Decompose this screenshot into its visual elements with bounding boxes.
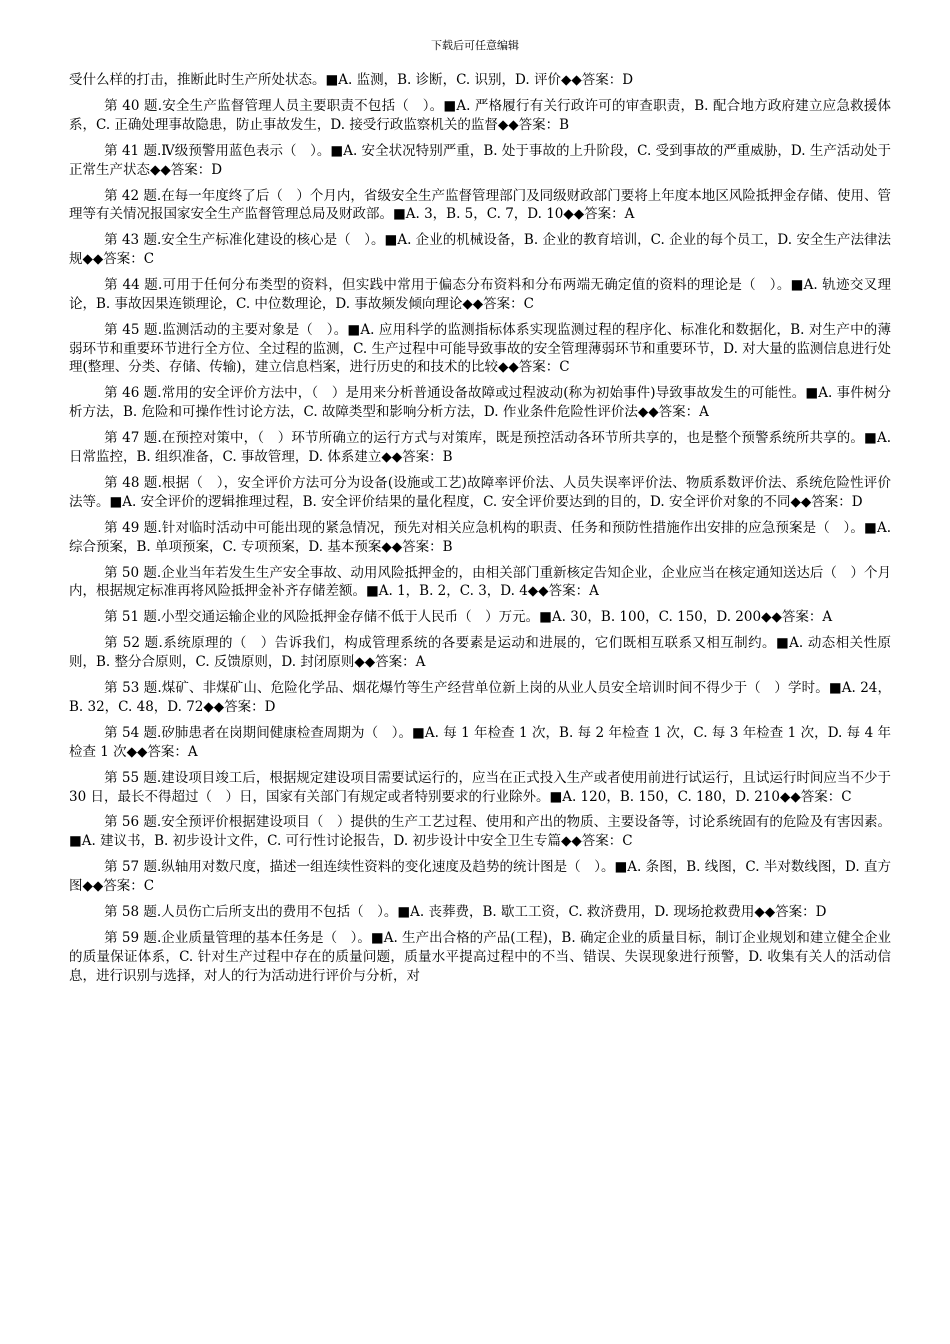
question-42: 第 42 题.在每一年度终了后（ ）个月内，省级安全生产监督管理部门及同级财政部门要将上年度本地区风险抵押金存储、使用、管理等有关情况报国家安全生产监督管理总局及财政部。■A. 3，B. 5，C. 7，D. 10◆◆答案：A <box>69 187 891 223</box>
question-46: 第 46 题.常用的安全评价方法中，（ ）是用来分析普通设备故障或过程波动(称为初始事件)导致事故发生的可能性。■A. 事件树分析方法，B. 危险和可操作性讨论方法，C. 故障类型和影响分析方法，D. 作业条件危险性评价法◆◆答案：A <box>69 385 891 421</box>
question-53: 第 53 题.煤矿、非煤矿山、危险化学品、烟花爆竹等生产经营单位新上岗的从业人员安全培训时间不得少于（ ）学时。■A. 24，B. 32，C. 48，D. 72◆◆答案：D <box>69 680 891 715</box>
question-50: 第 50 题.企业当年若发生生产安全事故、动用风险抵押金的，由相关部门重新核定告知企业，企业应当在核定通知送达后（ ）个月内，根据规定标准再将风险抵押金补齐存储差额。■A. 1，B. 2，C. 3，D. 4◆◆答案：A <box>69 564 891 600</box>
question-57: 第 57 题.纵轴用对数尺度，描述一组连续性资料的变化速度及趋势的统计图是（ ）。■A. 条图，B. 线图，C. 半对数线图，D. 直方图◆◆答案：C <box>69 859 891 895</box>
question-58: 第 58 题.人员伤亡后所支出的费用不包括（ ）。■A. 丧葬费，B. 歇工工资，C. 救济费用，D. 现场抢救费用◆◆答案：D <box>104 904 827 921</box>
paragraph-continuation: 受什么样的打击，推断此时生产所处状态。■A. 监测，B. 诊断，C. 识别，D. 评价◆◆答案：D <box>69 72 634 88</box>
question-54: 第 54 题.矽肺患者在岗期间健康检查周期为（ ）。■A. 每 1 年检查 1 次，B. 每 2 年检查 1 次，C. 每 3 年检查 1 次，D. 每 4 年检查 1 次◆◆答案：A <box>69 724 891 760</box>
question-43: 第 43 题.安全生产标准化建设的核心是（ ）。■A. 企业的机械设备，B. 企业的教育培训，C. 企业的每个员工，D. 安全生产法律法规◆◆答案：C <box>69 232 891 268</box>
question-44: 第 44 题.可用于任何分布类型的资料，但实践中常用于偏态分布资料和分布两端无确定值的资料的理论是（ ）。■A. 轨迹交叉理论，B. 事故因果连锁理论，C. 中位数理论，D. 事故频发倾向理论◆◆答案：C <box>69 277 891 312</box>
question-49: 第 49 题.针对临时活动中可能出现的紧急情况，预先对相关应急机构的职责、任务和预防性措施作出安排的应急预案是（ ）。■A. 综合预案，B. 单项预案，C. 专项预案，D. 基本预案◆◆答案：B <box>69 519 891 555</box>
document-body <box>69 71 891 993</box>
question-56: 第 56 题.安全预评价根据建设项目（ ）提供的生产工艺过程、使用和产出的物质、主要设备等，讨论系统固有的危险及有害因素。■A. 建议书，B. 初步设计文件，C. 可行性讨论报告，D. 初步设计中安全卫生专篇◆◆答案：C <box>69 814 891 850</box>
question-48: 第 48 题.根据（ ），安全评价方法可分为设备(设施或工艺)故障率评价法、人员失误率评价法、物质系数评价法、系统危险性评价法等。■A. 安全评价的逻辑推理过程，B. 安全评价结果的量化程度，C. 安全评价要达到的目的，D. 安全评价对象的不同◆◆答案：D <box>69 475 891 510</box>
question-51: 第 51 题.小型交通运输企业的风险抵押金存储不低于人民币（ ）万元。■A. 30，B. 100，C. 150，D. 200◆◆答案：A <box>104 609 833 626</box>
question-47: 第 47 题.在预控对策中，（ ）环节所确立的运行方式与对策库，既是预控活动各环节所共享的，也是整个预警系统所共享的。■A. 日常监控，B. 组织准备，C. 事故管理，D. 体系建立◆◆答案：B <box>69 430 891 466</box>
page-header: 下载后可任意编辑 <box>431 39 519 52</box>
question-41: 第 41 题.Ⅳ级预警用蓝色表示（ ）。■A. 安全状况特别严重，B. 处于事故的上升阶段，C. 受到事故的严重威胁，D. 生产活动处于正常生产状态◆◆答案：D <box>69 142 891 178</box>
question-45: 第 45 题.监测活动的主要对象是（ ）。■A. 应用科学的监测指标体系实现监测过程的程序化、标准化和数据化，B. 对生产中的薄弱环节和重要环节进行全方位、全过程的监测，C. 生产过程中可能导致事故的安全管理薄弱环节和重要环节，D. 对大量的监测信息进行处理(整理、分类、存储、传输)，建立信息档案，进行历史的和技术的比较◆◆答案：C <box>69 321 891 376</box>
question-40: 第 40 题.安全生产监督管理人员主要职责不包括（ ）。■A. 严格履行有关行政许可的审查职责，B. 配合地方政府建立应急救援体系，C. 正确处理事故隐患，防止事故发生，D. 接受行政监察机关的监督◆◆答案：B <box>69 97 891 133</box>
question-55: 第 55 题.建设项目竣工后，根据规定建设项目需要试运行的，应当在正式投入生产或者使用前进行试运行，且试运行时间应当不少于 30 日，最长不得超过（ ）日，国家有关部门有规定或者特别要求的行业除外。■A. 120，B. 150，C. 180，D. 210◆◆答案：C <box>69 769 891 805</box>
question-59: 第 59 题.企业质量管理的基本任务是（ ）。■A. 生产出合格的产品(工程)，B. 确定企业的质量目标，制订企业规划和建立健全企业的质量保证体系，C. 针对生产过程中存在的质量问题，质量水平提高过程中的不当、错误、失误现象进行预警，D. 收集有关人的活动信息，进行识别与选择，对人的行为活动进行评价与分析，对 <box>69 930 891 984</box>
question-52: 第 52 题.系统原理的（ ）告诉我们，构成管理系统的各要素是运动和进展的，它们既相互联系又相互制约。■A. 动态相关性原则，B. 整分合原则，C. 反馈原则，D. 封闭原则◆◆答案：A <box>69 635 891 671</box>
